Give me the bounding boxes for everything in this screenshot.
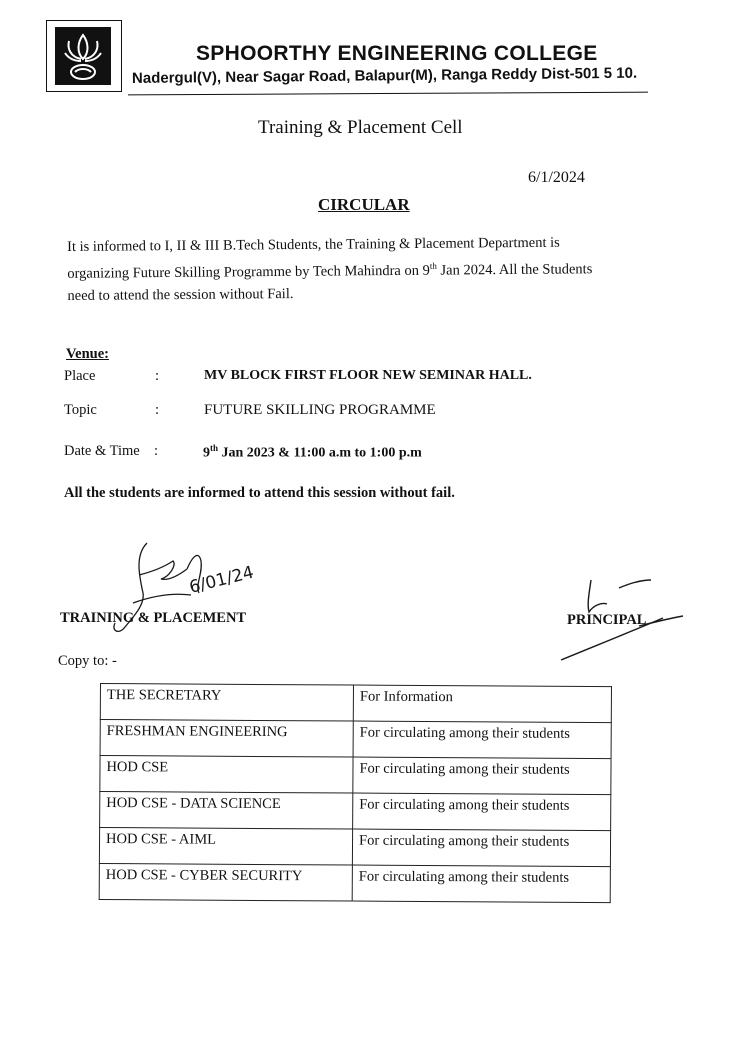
body-line-1: It is informed to I, II & III B.Tech Students, the Training & Placement Department is [67,234,560,255]
college-logo [46,20,122,92]
body-line-2: organizing Future Skilling Programme by Tech Mahindra on 9th Jan 2024. All the Students [67,260,593,282]
table-row [100,792,611,831]
circular-heading: CIRCULAR [318,195,410,214]
table-row [99,863,610,902]
venue-heading: Venue: [66,346,109,362]
training-placement-label: TRAINING & PLACEMENT [60,610,247,626]
training-officer-signature [95,535,270,645]
college-address: Nadergul(V), Near Sagar Road, Balapur(M), Ranga Reddy Dist-501 5 10. [131,64,638,87]
copy-to-label: Copy to: - [58,653,117,669]
principal-label: PRINCIPAL [567,612,647,628]
college-name: SPHOORTHY ENGINEERING COLLEGE [196,42,598,65]
topic-colon: : [155,402,160,418]
recipient-cell: HOD CSE - AIML [99,828,352,866]
place-value: MV BLOCK FIRST FLOOR NEW SEMINAR HALL. [204,368,532,383]
recipient-cell: HOD CSE [100,756,353,794]
purpose-cell: For Information [353,685,611,723]
table-row [99,828,610,867]
datetime-colon: : [154,443,159,459]
copy-to-table [99,683,612,903]
table-row [100,720,611,759]
recipient-cell: FRESHMAN ENGINEERING [100,720,353,758]
body-line-3: need to attend the session without Fail. [67,285,294,304]
circular-date: 6/1/2024 [528,169,585,186]
purpose-cell: For circulating among their students [352,865,610,903]
recipient-cell: HOD CSE - DATA SCIENCE [100,792,353,830]
place-label: Place [64,368,96,384]
purpose-cell: For circulating among their students [353,793,611,831]
topic-label: Topic [64,402,97,418]
department-title: Training & Placement Cell [258,117,463,138]
table-row [100,684,611,723]
purpose-cell: For circulating among their students [353,757,611,795]
topic-value: FUTURE SKILLING PROGRAMME [204,402,436,418]
lotus-emblem-icon [55,27,111,85]
purpose-cell: For circulating among their students [353,721,611,759]
table-row [100,756,611,795]
place-colon: : [155,368,160,384]
purpose-cell: For circulating among their students [352,829,610,867]
attendance-notice: All the students are informed to attend this session without fail. [64,485,455,501]
datetime-value: 9th Jan 2023 & 11:00 a.m to 1:00 p.m [203,443,422,461]
circular-body [67,231,643,307]
datetime-label: Date & Time [64,443,140,459]
svg-text:6/01/24: 6/01/24 [187,562,256,598]
letterhead-divider [128,92,648,96]
recipient-cell: HOD CSE - CYBER SECURITY [99,863,352,901]
recipient-cell: THE SECRETARY [100,684,353,722]
